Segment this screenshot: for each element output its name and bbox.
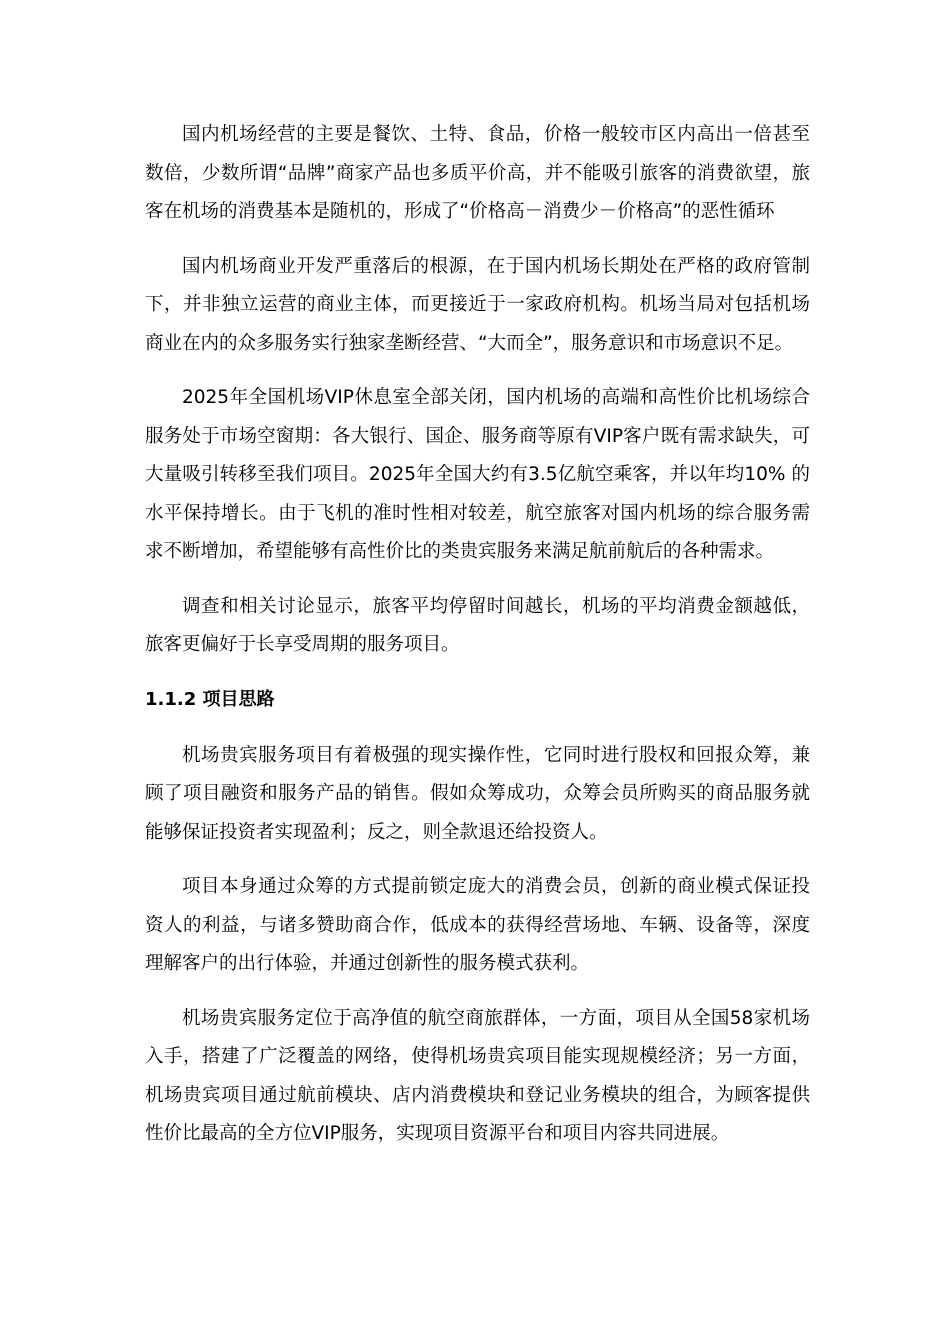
paragraph-business-model: 项目本身通过众筹的方式提前锁定庞大的消费会员，创新的商业模式保证投资人的利益，与诸多赞助商合作，低成本的获得经营场地、车辆、设备等，深度理解客户的出行体验，并通过创新性的服务模式获利。 [145, 876, 810, 974]
section-heading: 1.1.2 项目思路 [145, 688, 275, 710]
paragraph-commercial-lag: 国内机场商业开发严重落后的根源，在于国内机场长期处在严格的政府管制下，并非独立运营的商业主体，而更接近于一家政府机构。机场当局对包括机场商业在内的众多服务实行独家垄断经营、“大而全”，服务意识和市场意识不足。 [145, 255, 810, 354]
paragraph-crowdfunding: 机场贵宾服务项目有着极强的现实操作性，它同时进行股权和回报众筹，兼顾了项目融资和服务产品的销售。假如众筹成功，众筹会员所购买的商品服务就能够保证投资者实现盈利；反之，则全款退还给投资人。 [145, 744, 810, 843]
paragraph-vip-lounge-market: 2025年全国机场VIP休息室全部关闭，国内机场的高端和高性价比机场综合服务处于市场空窗期：各大银行、国企、服务商等原有VIP客户既有需求缺失，可大量吸引转移至我们项目。2025年全国大约有3.5亿航空乘客，并以年均10% 的水平保持增长。由于飞机的准时性相对较差，航空旅客对国内机场的综合服务需求不断增加，希望能够有高性价比的类贵宾服务来满足航前航后的各种需求。 [145, 387, 810, 562]
paragraph-survey-findings: 调查和相关讨论显示，旅客平均停留时间越长，机场的平均消费金额越低，旅客更偏好于长享受周期的服务项目。 [145, 595, 810, 655]
document-body [145, 116, 810, 1170]
paragraph-positioning: 机场贵宾服务定位于高净值的航空商旅群体，一方面，项目从全国58家机场入手，搭建了广泛覆盖的网络，使得机场贵宾项目能实现规模经济；另一方面，机场贵宾项目通过航前模块、店内消费模块和登记业务模块的组合，为顾客提供性价比最高的全方位VIP服务，实现项目资源平台和项目内容共同进展。 [145, 1007, 810, 1144]
paragraph-retail-pricing: 国内机场经营的主要是餐饮、土特、食品，价格一般较市区内高出一倍甚至数倍，少数所谓“品牌”商家产品也多质平价高，并不能吸引旅客的消费欲望，旅客在机场的消费基本是随机的，形成了“价格高－消费少－价格高”的恶性循环 [145, 124, 810, 222]
